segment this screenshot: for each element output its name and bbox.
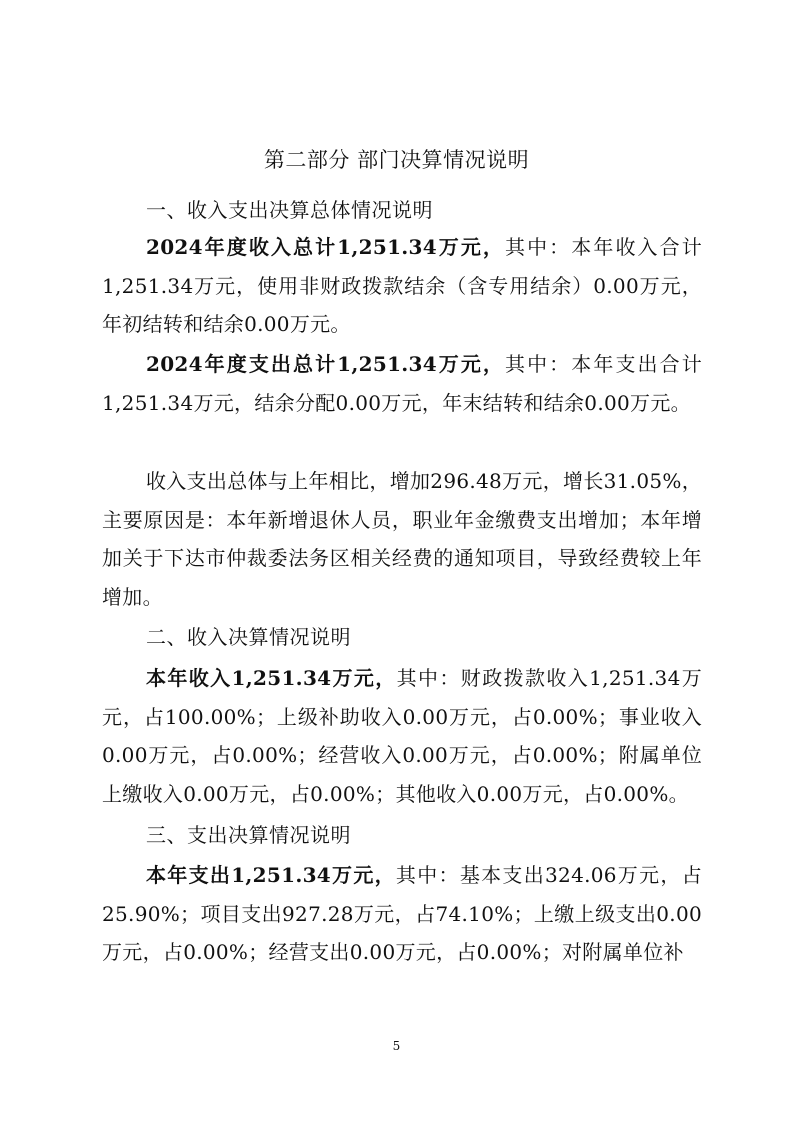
bold-lead-income: 本年收入1,251.34万元， bbox=[146, 666, 397, 690]
section-heading-expenditure: 三、支出决算情况说明 bbox=[146, 823, 351, 847]
section-heading-overview: 一、收入支出决算总体情况说明 bbox=[146, 198, 433, 222]
page-number: 5 bbox=[392, 1039, 401, 1053]
paragraph-year-comparison bbox=[102, 462, 702, 616]
section-heading-income: 二、收入决算情况说明 bbox=[146, 625, 351, 649]
text-total-income: 其中：本年收入合计1,251.34万元，使用非财政拨款结余（含专用结余）0.00万元，年初结转和结余0.00万元。 bbox=[102, 235, 702, 336]
bold-lead-total-income: 2024年度收入总计1,251.34万元， bbox=[146, 235, 506, 259]
page-title: 第二部分 部门决算情况说明 bbox=[263, 148, 530, 172]
paragraph-expenditure-detail bbox=[102, 856, 702, 972]
bold-lead-total-expenditure: 2024年度支出总计1,251.34万元， bbox=[146, 352, 506, 376]
text-expenditure-detail: 其中：基本支出324.06万元，占25.90%；项目支出927.28万元，占74.10%；上缴上级支出0.00万元，占0.00%；经营支出0.00万元，占0.00%；对附属单位补 bbox=[102, 863, 702, 964]
text-total-expenditure: 其中：本年支出合计1,251.34万元，结余分配0.00万元，年末结转和结余0.00万元。 bbox=[102, 352, 702, 415]
paragraph-income-detail bbox=[102, 659, 702, 813]
paragraph-total-expenditure bbox=[102, 345, 702, 422]
bold-lead-expenditure: 本年支出1,251.34万元， bbox=[146, 863, 396, 887]
text-year-comparison: 收入支出总体与上年相比，增加296.48万元，增长31.05%，主要原因是：本年新增退休人员，职业年金缴费支出增加；本年增加关于下达市仲裁委法务区相关经费的通知项目，导致经费较上年增加。 bbox=[102, 469, 702, 609]
text-income-detail: 其中：财政拨款收入1,251.34万元，占100.00%；上级补助收入0.00万元，占0.00%；事业收入0.00万元，占0.00%；经营收入0.00万元，占0.00%；附属单位上缴收入0.00万元，占0.00%；其他收入0.00万元，占0.00%。 bbox=[102, 666, 702, 806]
paragraph-total-income bbox=[102, 228, 702, 344]
